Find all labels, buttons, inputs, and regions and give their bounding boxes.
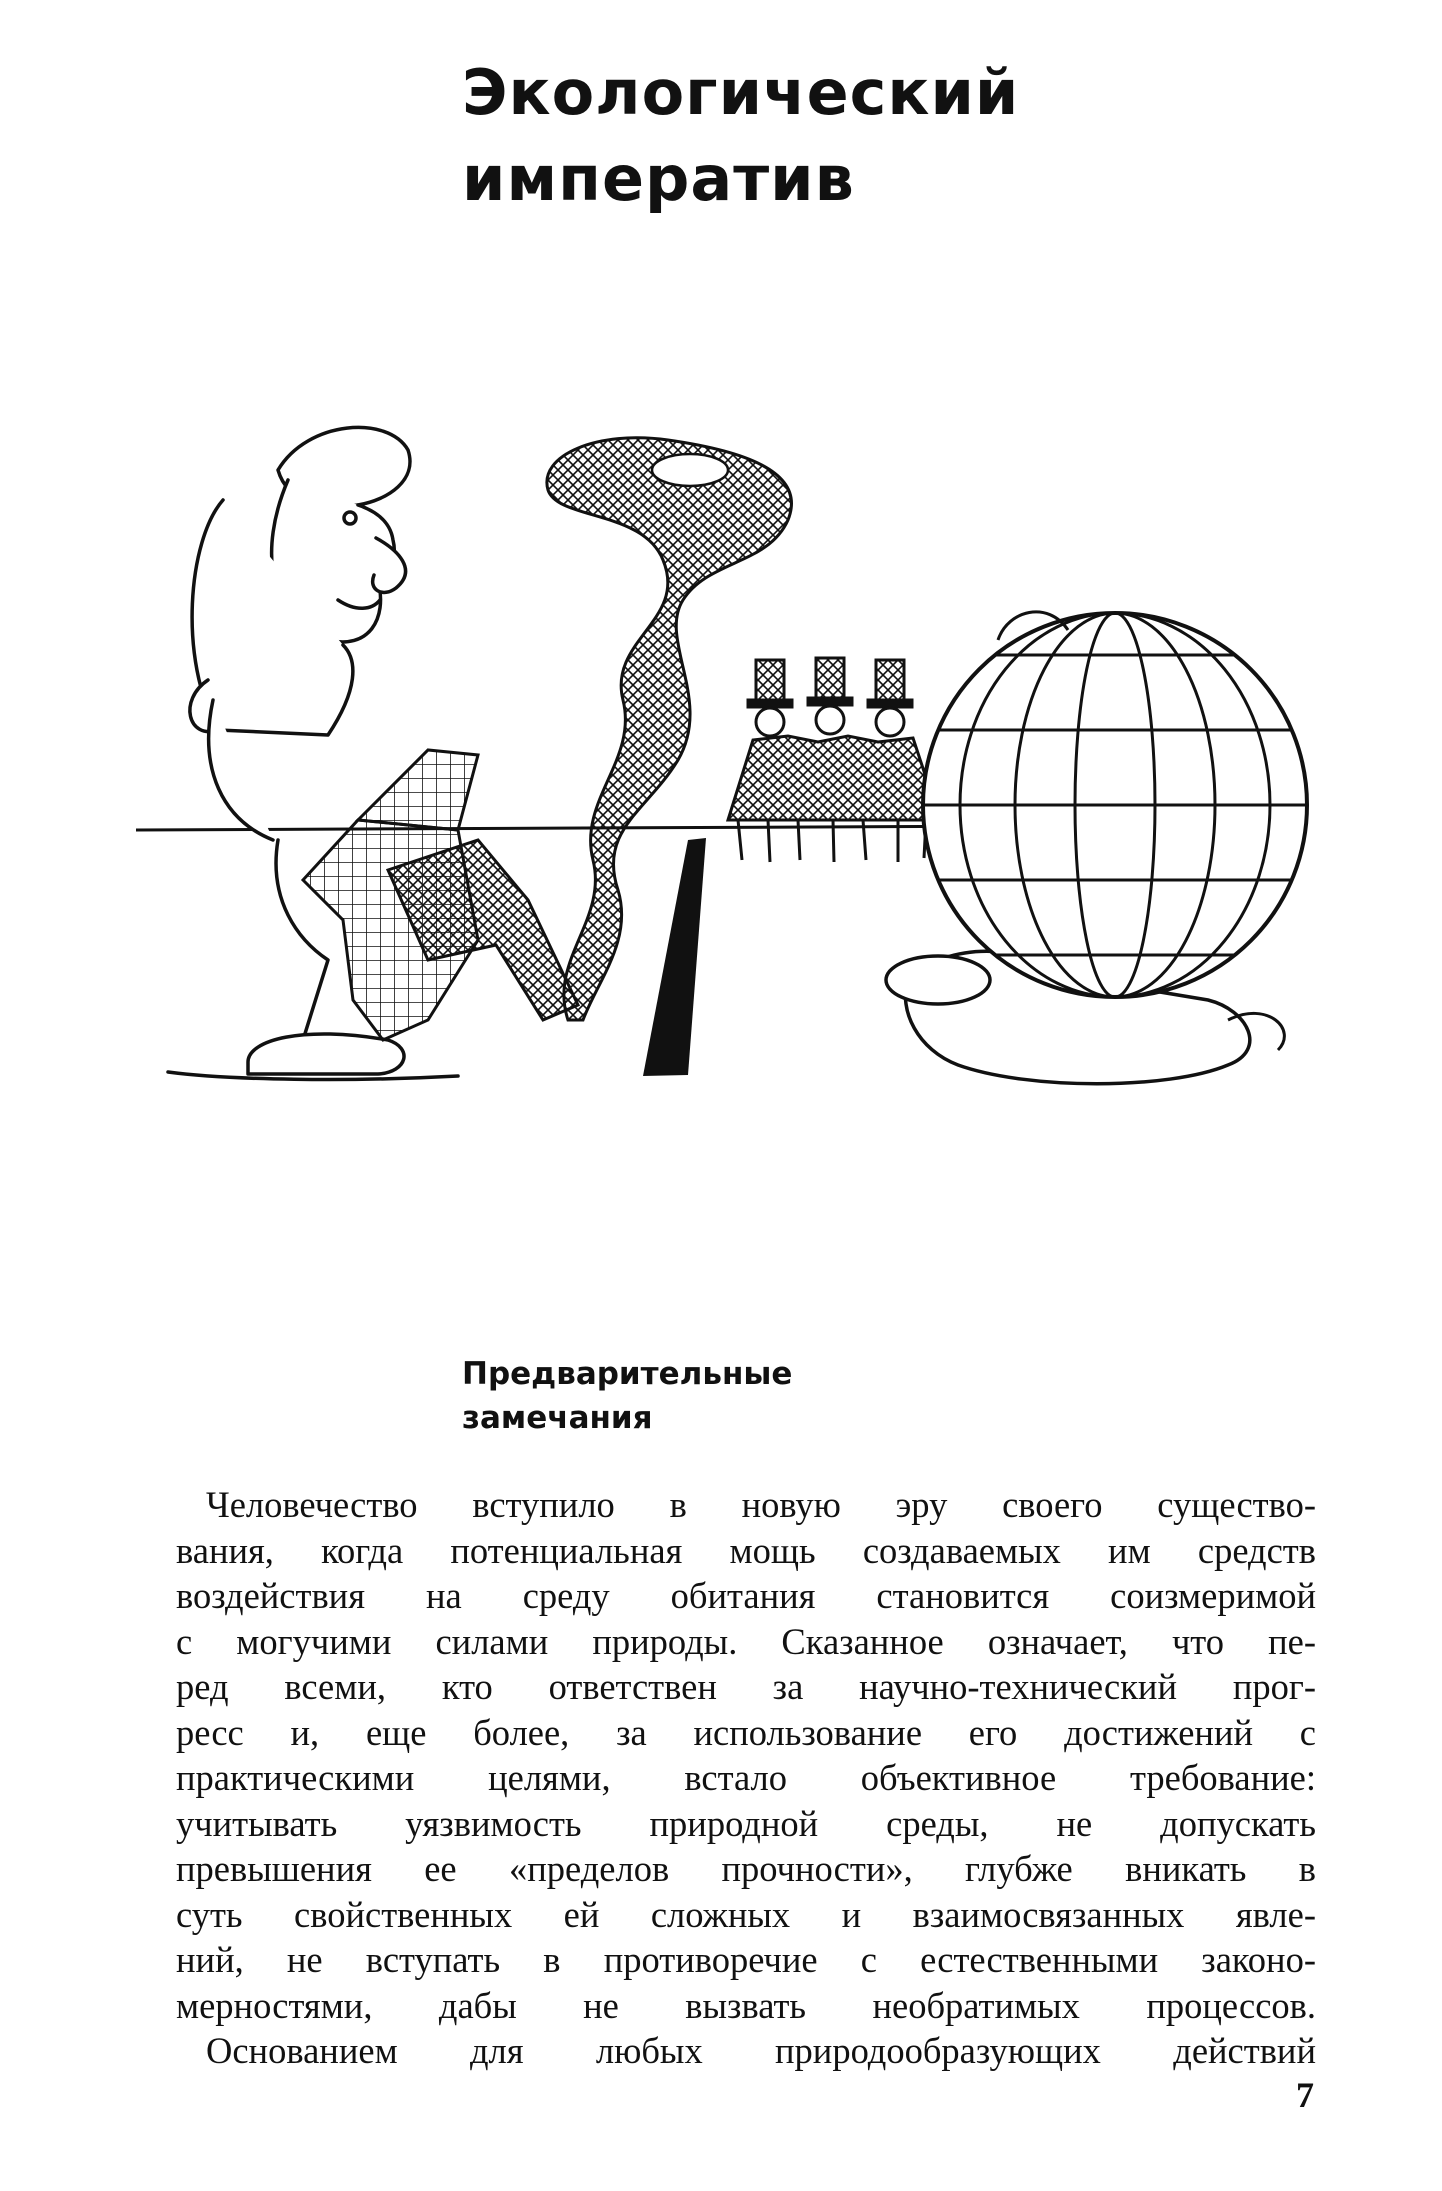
body-line: мерностями, дабы не вызвать необратимых процессов. bbox=[176, 1984, 1316, 2026]
body-line: Основанием для любых природообразующих действий bbox=[206, 2030, 1316, 2071]
chapter-title-line-2: императив bbox=[462, 142, 855, 215]
body-line: ресс и, еще более, за использование его достижений с bbox=[176, 1711, 1316, 1753]
body-text bbox=[176, 1482, 1316, 2074]
horizon-line bbox=[136, 826, 1038, 830]
body-line: воздействия на среду обитания становится соизмеримой bbox=[176, 1575, 1316, 1616]
chapter-title bbox=[462, 50, 1019, 222]
section-title bbox=[462, 1352, 792, 1440]
section-title-line-1: Предварительные bbox=[462, 1356, 793, 1392]
body-line: с могучими силами природы. Сказанное означает, что пе- bbox=[176, 1620, 1316, 1662]
body-line: ний, не вступать в противоречие с естественными законо- bbox=[176, 1939, 1316, 1980]
body-line: превышения ее «пределов прочности», глубже вникать в bbox=[176, 1848, 1316, 1889]
chapter-title-line-1: Экологический bbox=[462, 56, 1020, 129]
shadow-wedge bbox=[643, 838, 706, 1076]
globe-figure bbox=[886, 612, 1328, 1084]
body-line: вания, когда потенциальная мощь создаваемых им средств bbox=[176, 1529, 1316, 1571]
body-line: учитывать уязвимость природной среды, не допускать bbox=[176, 1802, 1316, 1844]
body-line: ред всеми, кто ответствен за научно-технический прог- bbox=[176, 1666, 1316, 1707]
smoke-highlight bbox=[652, 454, 728, 486]
body-line: практическими целями, встало объективное требование: bbox=[176, 1757, 1316, 1798]
body-line: суть свойственных ей сложных и взаимосвязанных явле- bbox=[176, 1893, 1316, 1935]
cartoon-illustration bbox=[128, 400, 1328, 1100]
page-number: 7 bbox=[1296, 2075, 1314, 2115]
body-line: Человечество вступило в новую эру своего существо- bbox=[206, 1484, 1316, 1525]
smoke-plume bbox=[547, 438, 792, 1020]
section-title-line-2: замечания bbox=[462, 1400, 653, 1436]
